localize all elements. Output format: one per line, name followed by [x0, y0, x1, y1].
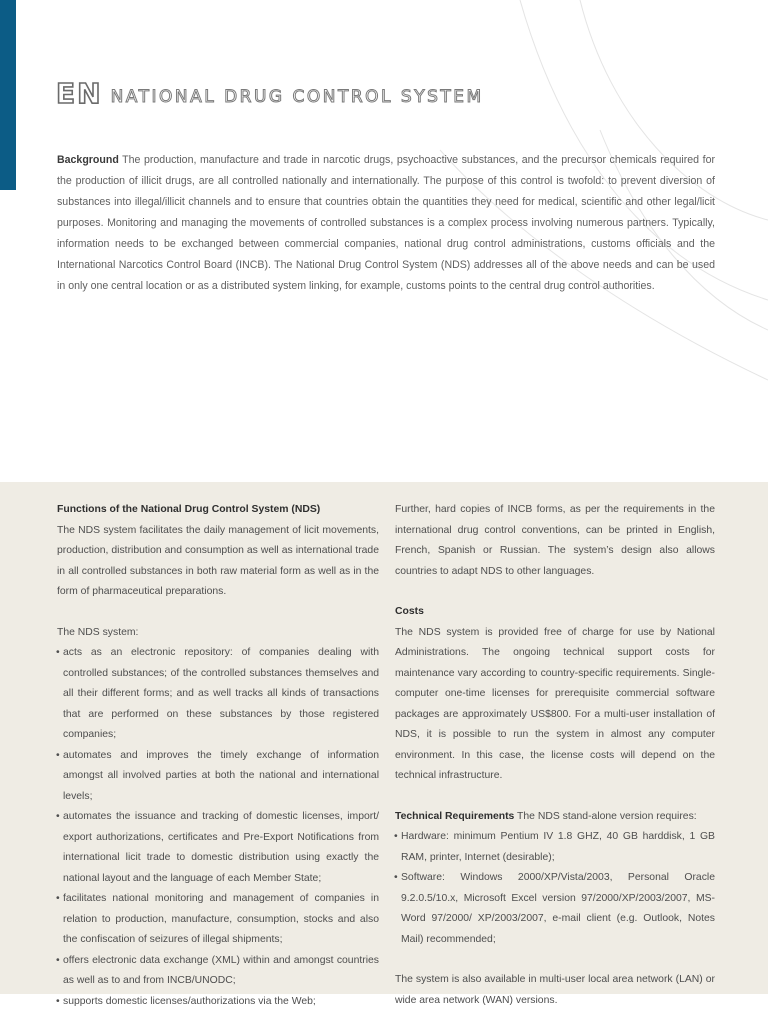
list-item: • acts as an electronic repository: of companies dealing with controlled substances; of the controlled substances themselves and all their different forms; and as well tracks all kinds of transactions that are performed on these substances by those registered companies; — [57, 643, 379, 746]
left-column — [57, 500, 379, 1012]
functions-intro: The NDS system facilitates the daily management of licit movements, production, distribution and consumption as well as international trade in all controlled substances in both raw material form as well as in the form of pharmaceutical preparations. — [57, 524, 379, 597]
list-item: • offers electronic data exchange (XML) within and amongst countries as well as to and from INCB/UNODC; — [57, 951, 379, 992]
list-item: • automates and improves the timely exchange of information amongst all involved parties at both the national and international levels; — [57, 746, 379, 808]
costs-text: The NDS system is provided free of charge for use by National Administrations. The ongoing technical support costs for maintenance vary according to country-specific requirements. Single-computer one-time licenses for prerequisite commercial software packages are approximately US$800. For a multi-user installation of NDS, it is possible to run the system in almost any computer environment. In this case, the license costs will depend on the technical infrastructure. — [395, 626, 715, 781]
technical-heading: Technical Requirements — [395, 810, 515, 822]
technical-bullet-list — [395, 827, 715, 950]
list-item: • supports domestic licenses/authorizations via the Web; — [57, 992, 379, 1013]
functions-heading: Functions of the National Drug Control System (NDS) — [57, 504, 321, 515]
network-note: The system is also available in multi-user local area network (LAN) or wide area network (WAN) versions. — [395, 974, 715, 1006]
language-code: EN — [56, 77, 103, 110]
side-accent-bar — [0, 0, 16, 190]
forms-paragraph: Further, hard copies of INCB forms, as per the requirements in the international drug control conventions, can be printed in English, French, Spanish or Russian. The system’s design also allows countries to adapt NDS to other languages. — [395, 504, 715, 577]
technical-intro: The NDS stand-alone version requires: — [514, 810, 697, 822]
background-label: Background — [57, 154, 119, 166]
list-item: • facilitates national monitoring and management of companies in relation to production, manufacture, consumption, stocks and also the confiscation of seizures of illegal shipments; — [57, 889, 379, 951]
page-header — [56, 78, 484, 108]
list-item: • Hardware: minimum Pentium IV 1.8 GHZ, 40 GB harddisk, 1 GB RAM, printer, Internet (desirable); — [395, 827, 715, 868]
technical-intro-line — [395, 807, 715, 828]
background-text: The production, manufacture and trade in narcotic drugs, psychoactive substances, and the precursor chemicals required for the production of illicit drugs, are all controlled nationally and internationally. The purpose of this control is twofold: to prevent diversion of substances into illegal/illicit channels and to ensure that countries obtain the quantities they need for medical, scientific and other legal/licit purposes. Monitoring and managing the movements of controlled substances is a complex process involving numerous partners. Typically, information needs to be exchanged between commercial companies, national drug control administrations, customs officials and the International Narcotics Control Board (INCB). The National Drug Control System (NDS) addresses all of the above needs and can be used in only one central location or as a distributed system linking, for example, customs points to the central drug control authorities. — [57, 154, 715, 292]
right-column — [395, 500, 715, 1011]
functions-list-intro: The NDS system: — [57, 626, 139, 638]
list-item: • Software: Windows 2000/XP/Vista/2003, Personal Oracle 9.2.0.5/10.x, Microsoft Excel version 97/2000/XP/2003/2007, MS-Word 97/2000/ XP/2003/2007, e-mail client (e.g. Outlook, Notes Mail) recommended; — [395, 868, 715, 950]
list-item: • automates the issuance and tracking of domestic licenses, import/ export authorizations, certificates and Pre-Export Notifications from international licit trade to domestic distribution using exactly the national layout and the language of each Member State; — [57, 807, 379, 889]
document-title: NATIONAL DRUG CONTROL SYSTEM — [110, 87, 484, 107]
functions-bullet-list — [57, 643, 379, 1012]
background-paragraph — [57, 150, 715, 297]
costs-heading: Costs — [395, 606, 424, 617]
